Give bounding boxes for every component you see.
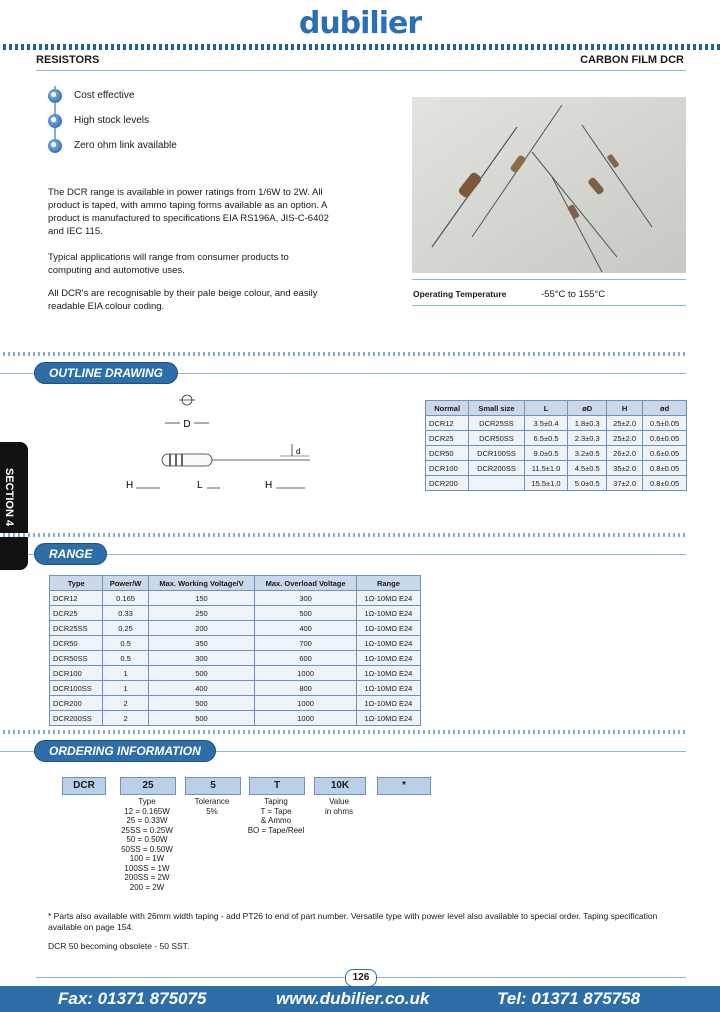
description-paragraph: Typical applications will range from consumer products to computing and automotive uses.: [48, 252, 289, 276]
order-code-series: DCR: [62, 777, 106, 795]
tolerance-options: Tolerance 5%: [194, 797, 230, 816]
bullet-icon: [48, 139, 62, 153]
dim-label-d: D: [183, 419, 191, 430]
section-title: OUTLINE DRAWING: [34, 362, 178, 384]
table-row: DCR50SS 0.5 300 600 1Ω-10MΩ E24: [50, 651, 421, 666]
outline-section-header: [0, 362, 686, 384]
category-right: CARBON FILM DCR: [580, 54, 684, 66]
table-row: DCR50 DCR100SS 9.0±0.5 3.2±0.5 26±2.0 0.6±0.05: [426, 446, 687, 461]
table-row: DCR12 0.165 150 300 1Ω-10MΩ E24: [50, 591, 421, 606]
table-row: DCR200 15.5±1.0 5.0±0.5 37±2.0 0.8±0.05: [426, 476, 687, 491]
bullet-icon: [48, 89, 62, 103]
dim-label-h1: H: [126, 480, 134, 491]
category-left: RESISTORS: [36, 54, 100, 66]
type-options: Type 12 = 0.165W 25 = 0.33W 25SS = 0.25W 50 = 0.50W 50SS = 0.50W 100 = 1W 100SS = 1W 200SS = 2W 200 = 2W: [121, 797, 173, 892]
table-row: DCR100 1 500 1000 1Ω-10MΩ E24: [50, 666, 421, 681]
order-code-type: 25: [120, 777, 176, 795]
table-row: DCR25 DCR50SS 6.5±0.5 2.3±0.3 25±2.0 0.6±0.05: [426, 431, 687, 446]
contact-footer: [0, 986, 720, 1012]
divider: [412, 305, 686, 306]
website-link[interactable]: www.dubilier.co.uk: [276, 989, 430, 1008]
order-code-taping: T: [249, 777, 305, 795]
section-title: ORDERING INFORMATION: [34, 740, 216, 762]
divider: [412, 279, 686, 280]
dim-label-l: L: [197, 480, 203, 491]
operating-temp-value: -55°C to 155°C: [541, 289, 606, 300]
taping-options: Taping T = Tape & Ammo BO = Tape/Reel: [247, 797, 305, 835]
order-code-option: *: [377, 777, 431, 795]
ordering-note: DCR 50 becoming obsolete - 50 SST.: [48, 941, 190, 951]
value-options: Value in ohms: [324, 797, 353, 816]
ordering-section-header: [0, 740, 686, 762]
page-number: 126: [345, 969, 377, 987]
table-row: DCR200SS 2 500 1000 1Ω-10MΩ E24: [50, 711, 421, 726]
table-row: DCR100SS 1 400 800 1Ω-10MΩ E24: [50, 681, 421, 696]
table-row: DCR12 DCR25SS 3.5±0.4 1.8±0.3 25±2.0 0.5±0.05: [426, 416, 687, 431]
bullet-icon: [48, 114, 62, 128]
description-paragraph: The DCR range is available in power ratings from 1/6W to 2W. All product is taped, with ammo taping forms available as an option. A product is manufactured to specifications EIA RS196A, JIS-C-6402 and IEC 115.: [48, 187, 329, 237]
phone-number: Tel: 01371 875758: [497, 989, 641, 1008]
dim-label-small-d: d: [296, 447, 301, 456]
divider: [36, 70, 686, 71]
range-section-header: [0, 543, 686, 565]
section-tab: SECTION 4: [0, 442, 28, 570]
product-photo: [412, 97, 686, 273]
table-row: DCR25 0.33 250 500 1Ω-10MΩ E24: [50, 606, 421, 621]
dim-label-h2: H: [265, 480, 273, 491]
header-rule: [0, 44, 720, 50]
description-paragraph: All DCR's are recognisable by their pale beige colour, and easily readable EIA colour coding.: [48, 288, 318, 312]
order-code-tolerance: 5: [185, 777, 241, 795]
range-table: [49, 575, 421, 726]
table-row: DCR200 2 500 1000 1Ω-10MΩ E24: [50, 696, 421, 711]
brand-logo: dubilier: [298, 6, 422, 41]
ordering-note: * Parts also available with 26mm width taping - add PT26 to end of part number. Versatile type with power level also available to special order. Taping specification available on page 154.: [48, 911, 658, 932]
dimensions-table: [425, 400, 687, 491]
table-header-row: Type Power/W Max. Working Voltage/V Max. Overload Voltage Range: [50, 576, 421, 591]
table-row: DCR25SS 0.25 200 400 1Ω-10MΩ E24: [50, 621, 421, 636]
section-title: RANGE: [34, 543, 107, 565]
table-header-row: Normal Small size L øD H ød: [426, 401, 687, 416]
table-row: DCR100 DCR200SS 11.5±1.0 4.5±0.5 35±2.0 0.8±0.05: [426, 461, 687, 476]
outline-drawing: [80, 392, 340, 498]
table-row: DCR50 0.5 350 700 1Ω-10MΩ E24: [50, 636, 421, 651]
fax-number: Fax: 01371 875075: [58, 989, 207, 1008]
order-code-value: 10K: [314, 777, 366, 795]
operating-temp-label: Operating Temperature: [413, 289, 507, 299]
